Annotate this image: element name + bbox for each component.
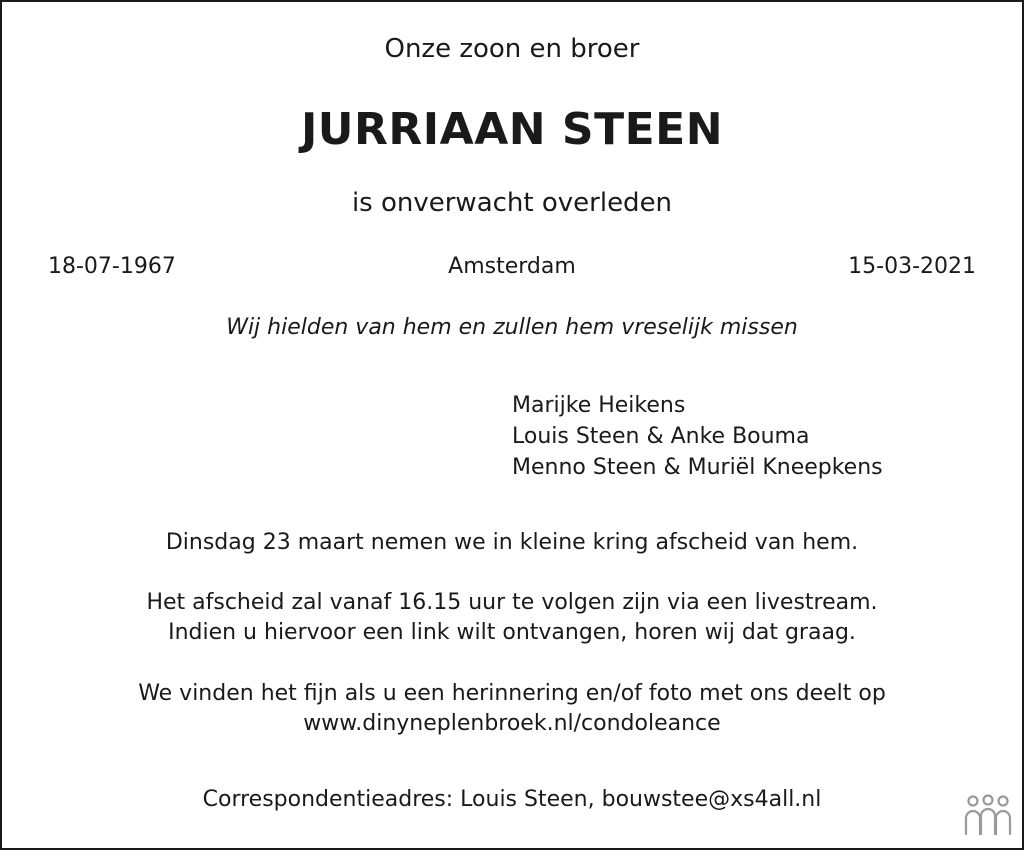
people-group-icon: [962, 794, 1014, 836]
deceased-name: JURRIAAN STEEN: [300, 104, 724, 155]
signer: Menno Steen & Muriël Kneepkens: [512, 455, 883, 480]
correspondence-address: Correspondentieadres: Louis Steen, bouwstee@xs4all.nl: [202, 787, 822, 812]
farewell-text: Dinsdag 23 maart nemen we in kleine kring afscheid van hem.: [165, 530, 859, 555]
signer: Louis Steen & Anke Bouma: [512, 424, 810, 449]
death-announcement: is onverwacht overleden: [351, 188, 673, 218]
birth-date: 18-07-1967: [48, 254, 176, 279]
place: Amsterdam: [448, 254, 576, 279]
signers-list: [512, 390, 883, 483]
death-date: 15-03-2021: [848, 254, 976, 279]
livestream-text-line-2: Indien u hiervoor een link wilt ontvangen, horen wij dat graag.: [168, 620, 856, 645]
signer: Marijke Heikens: [512, 393, 686, 418]
condolence-url: www.dinyneplenbroek.nl/condoleance: [303, 711, 721, 736]
quote: Wij hielden van hem en zullen hem vreselijk missen: [226, 315, 798, 340]
livestream-text-line-1: Het afscheid zal vanaf 16.15 uur te volgen zijn via een livestream.: [146, 590, 878, 615]
intro-line: Onze zoon en broer: [384, 34, 640, 64]
memory-text-line-1: We vinden het fijn als u een herinnering en/of foto met ons deelt op: [138, 681, 886, 706]
